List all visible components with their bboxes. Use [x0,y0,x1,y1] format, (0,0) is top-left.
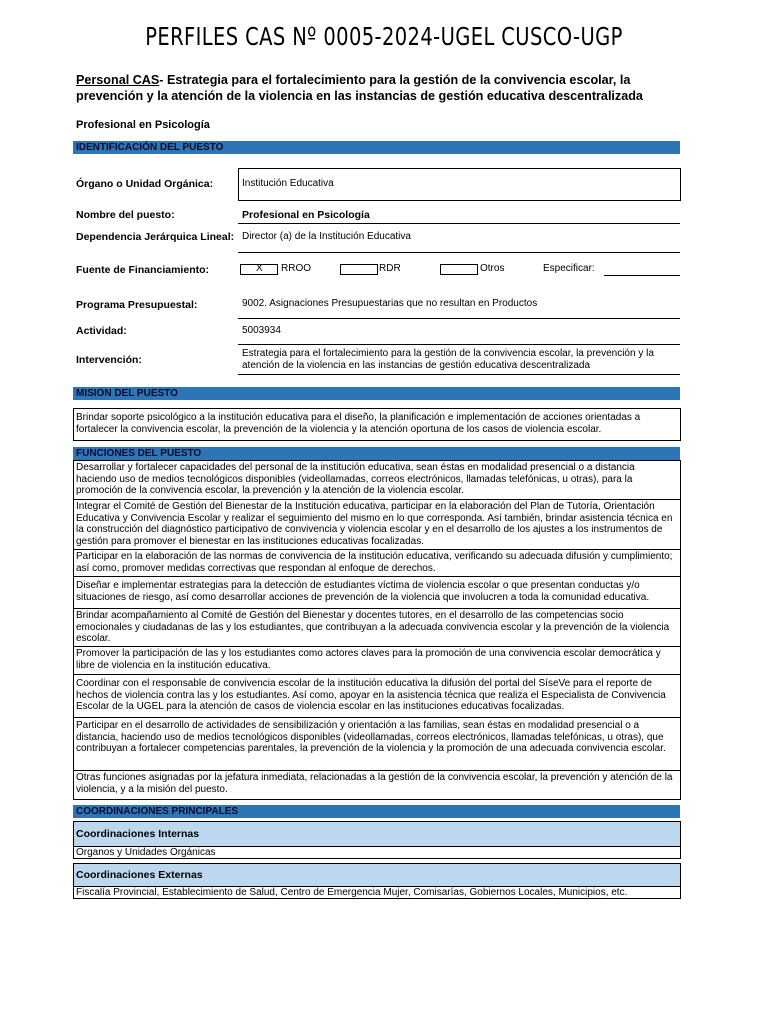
funcion-item: Brindar acompañamiento al Comité de Gestión del Bienestar y docentes tutores, en el desarrollo de las competencias socio emocionales y ciudadanas de las y los estudiantes, que contribuyan a la adecuada convivencia escolar y la prevención de la violencia escolar. [73,608,681,647]
subtitle-prefix: Personal CAS [76,73,160,87]
dependencia-underline [238,252,680,253]
especificar-line [604,275,680,276]
coordinaciones-externas-label: Coordinaciones Externas [73,863,681,887]
profile-name: Profesional en Psicología [76,119,210,131]
nombre-label: Nombre del puesto: [76,209,175,221]
funcion-item: Integrar el Comité de Gestión del Bienestar de la Institución educativa, participar en la elaboración del Plan de Tutoría, Orientación Educativa y Convivencia Escolar y realizar el seguimiento del mismo en lo que corresponda. Así también, brindar asistencia técnica en la construcción del diagnóstico participativo de convivencia y violencia escolar y en el desarrollo de los ajustes a los instrumentos de gestión para promover el bienestar en las instituciones educativas focalizadas. [73,499,681,550]
section-funciones: FUNCIONES DEL PUESTO [73,447,680,460]
dependencia-value: Director (a) de la Institución Educativa [242,231,411,242]
rdr-checkbox [340,264,378,275]
otros-label: Otros [480,263,505,274]
subtitle-rest: - Estrategia para el fortalecimiento para la gestión de la convivencia escolar, la prevención y la atención de la violencia en las instancias de gestión educativa descentralizada [76,73,643,103]
dependencia-label: Dependencia Jerárquica Lineal: [76,231,235,243]
intervencion-value: Estrategia para el fortalecimiento para la gestión de la convivencia escolar, la prevención y la atención de la violencia en las instancias de gestión educativa descentralizada [242,348,654,371]
intervencion-underline [238,374,680,375]
programa-label: Programa Presupuestal: [76,299,198,311]
funcion-item: Participar en la elaboración de las normas de convivencia de la institución educativa, verificando su adecuada difusión y cumplimiento; así como, promover medidas correctivas que respondan al enfoque de derechos. [73,549,681,577]
programa-value: 9002. Asignaciones Presupuestarias que no resultan en Productos [242,298,538,309]
intervencion-label: Intervención: [76,354,142,366]
funcion-item: Promover la participación de las y los estudiantes como actores claves para la promoción de una convivencia escolar democrática y libre de violencia en la institución educativa. [73,646,681,675]
nombre-value: Profesional en Psicología [242,209,370,221]
funcion-item: Otras funciones asignadas por la jefatura inmediata, relacionadas a la gestión de la convivencia escolar, la prevención y atención de la violencia, y a la misión del puesto. [73,770,681,800]
actividad-label: Actividad: [76,325,127,337]
rdr-label: RDR [379,263,401,274]
fuente-label: Fuente de Financiamiento: [76,264,210,276]
rroo-label: RROO [281,263,311,274]
coordinaciones-externas-value: Fiscalía Provincial, Establecimiento de Salud, Centro de Emergencia Mujer, Comisarías, Gobiernos Locales, Municipios, etc. [73,886,681,899]
section-coordinaciones: COORDINACIONES PRINCIPALES [73,805,680,818]
page-title: PERFILES CAS Nº 0005-2024-UGEL CUSCO-UGP [145,22,623,51]
organo-value: Institución Educativa [242,178,334,189]
otros-checkbox [440,264,478,275]
funcion-item: Desarrollar y fortalecer capacidades del personal de la institución educativa, sean éstas en modalidad presencial o a distancia haciendo uso de medios tecnológicos disponibles (videollamadas, correos electrónicos, llamadas telefónicas, u otras), para la promoción de la convivencia escolar, la prevención y la atención de la violencia escolar. [73,460,681,500]
mision-text: Brindar soporte psicológico a la institución educativa para el diseño, la planificación e implementación de acciones orientadas a fortalecer la convivencia escolar, la prevención de la violencia y la atención oportuna de los casos de violencia escolar. [73,408,681,441]
rroo-mark: X [256,263,263,274]
programa-underline [238,318,680,319]
especificar-label: Especificar: [543,263,595,274]
coordinaciones-internas-label: Coordinaciones Internas [73,821,681,847]
coordinaciones-internas-value: Organos y Unidades Orgánicas [73,846,681,859]
funcion-item: Diseñar e implementar estrategias para la detección de estudiantes víctima de violencia escolar o que presentan conductas y/o situaciones de riesgo, así como desarrollar acciones de prevención de la violencia que involucren a toda la comunidad educativa. [73,576,681,609]
nombre-underline [238,223,680,224]
funcion-item: Coordinar con el responsable de convivencia escolar de la institución educativa la difusión del portal del SíseVe para el reporte de hechos de violencia contra las y los estudiantes. Así como, apoyar en la asistencia técnica que realiza el Especialista de Convivencia Escolar de la UGEL para la atención de casos de violencia escolar en las instituciones educativas focalizadas. [73,674,681,718]
position-subtitle [76,72,686,104]
section-mision: MISION DEL PUESTO [73,387,680,400]
organo-label: Órgano o Unidad Orgánica: [76,178,214,190]
actividad-underline [238,344,680,345]
section-identificacion: IDENTIFICACIÓN DEL PUESTO [73,141,680,154]
actividad-value: 5003934 [242,325,281,336]
funcion-item: Participar en el desarrollo de actividades de sensibilización y orientación a las familias, sean éstas en modalidad presencial o a distancia, haciendo uso de medios tecnológicos disponibles (videollamadas, correos electrónicos, llamadas telefónicas, u otras), que contribuyan a fortalecer competencias parentales, la prevención de la violencia y la promoción de una adecuada convivencia escolar. [73,717,681,771]
